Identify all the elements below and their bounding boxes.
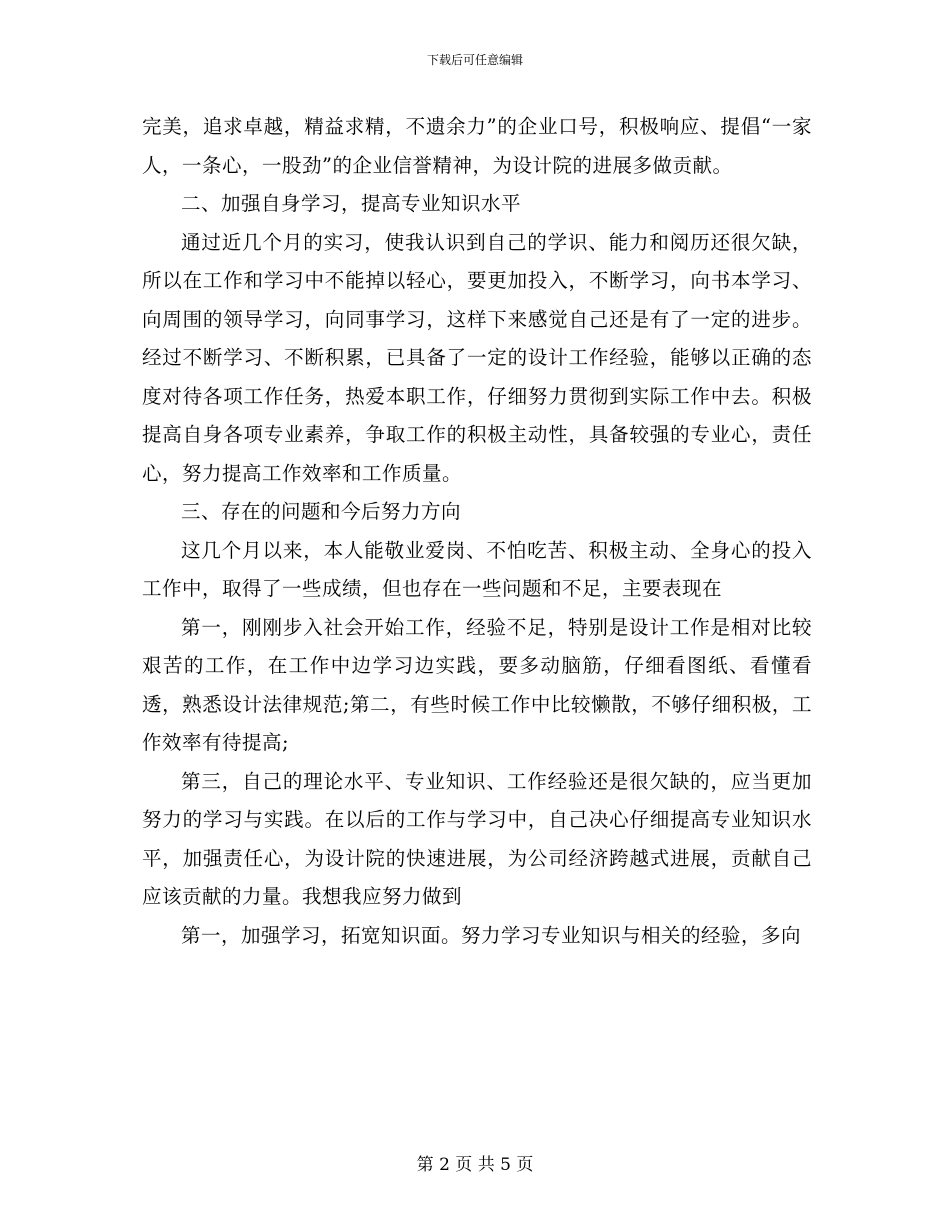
paragraph: 第三，自己的理论水平、专业知识、工作经验还是很欠缺的，应当更加努力的学习与实践。在以后的工作与学习中，自己决心仔细提高专业知识水平，加强责任心，为设计院的快速进展，为公司经济跨越式进展，贡献自己应该贡献的力量。我想我应努力做到 — [142, 769, 812, 908]
paragraph: 这几个月以来，本人能敬业爱岗、不怕吃苦、积极主动、全身心的投入工作中，取得了一些成绩，但也存在一些问题和不足，主要表现在 — [142, 538, 812, 600]
paragraph-continuation: 完美，追求卓越，精益求精，不遗余力”的企业口号，积极响应、提倡“一家人，一条心，一股劲”的企业信誉精神，为设计院的进展多做贡献。 — [142, 115, 812, 177]
document-body — [142, 108, 812, 955]
section-heading-2: 二、加强自身学习，提高专业知识水平 — [181, 192, 522, 215]
paragraph: 通过近几个月的实习，使我认识到自己的学识、能力和阅历还很欠缺，所以在工作和学习中不能掉以轻心，要更加投入，不断学习，向书本学习、向周围的领导学习，向同事学习，这样下来感觉自己还是有了一定的进步。经过不断学习、不断积累，已具备了一定的设计工作经验，能够以正确的态度对待各项工作任务，热爱本职工作，仔细努力贯彻到实际工作中去。积极提高自身各项专业素养，争取工作的积极主动性，具备较强的专业心，责任心，努力提高工作效率和工作质量。 — [142, 230, 812, 485]
paragraph: 第一，刚刚步入社会开始工作，经验不足，特别是设计工作是相对比较艰苦的工作，在工作中边学习边实践，要多动脑筋，仔细看图纸、看懂看透，熟悉设计法律规范;第二，有些时候工作中比较懒散，不够仔细积极，工作效率有待提高; — [142, 615, 812, 754]
section-heading-3: 三、存在的问题和今后努力方向 — [181, 500, 462, 523]
paragraph: 第一，加强学习，拓宽知识面。努力学习专业知识与相关的经验，多向 — [181, 923, 802, 947]
page-number-footer: 第 2 页 共 5 页 — [416, 1155, 534, 1175]
page-header: 下载后可任意编辑 — [426, 53, 523, 67]
